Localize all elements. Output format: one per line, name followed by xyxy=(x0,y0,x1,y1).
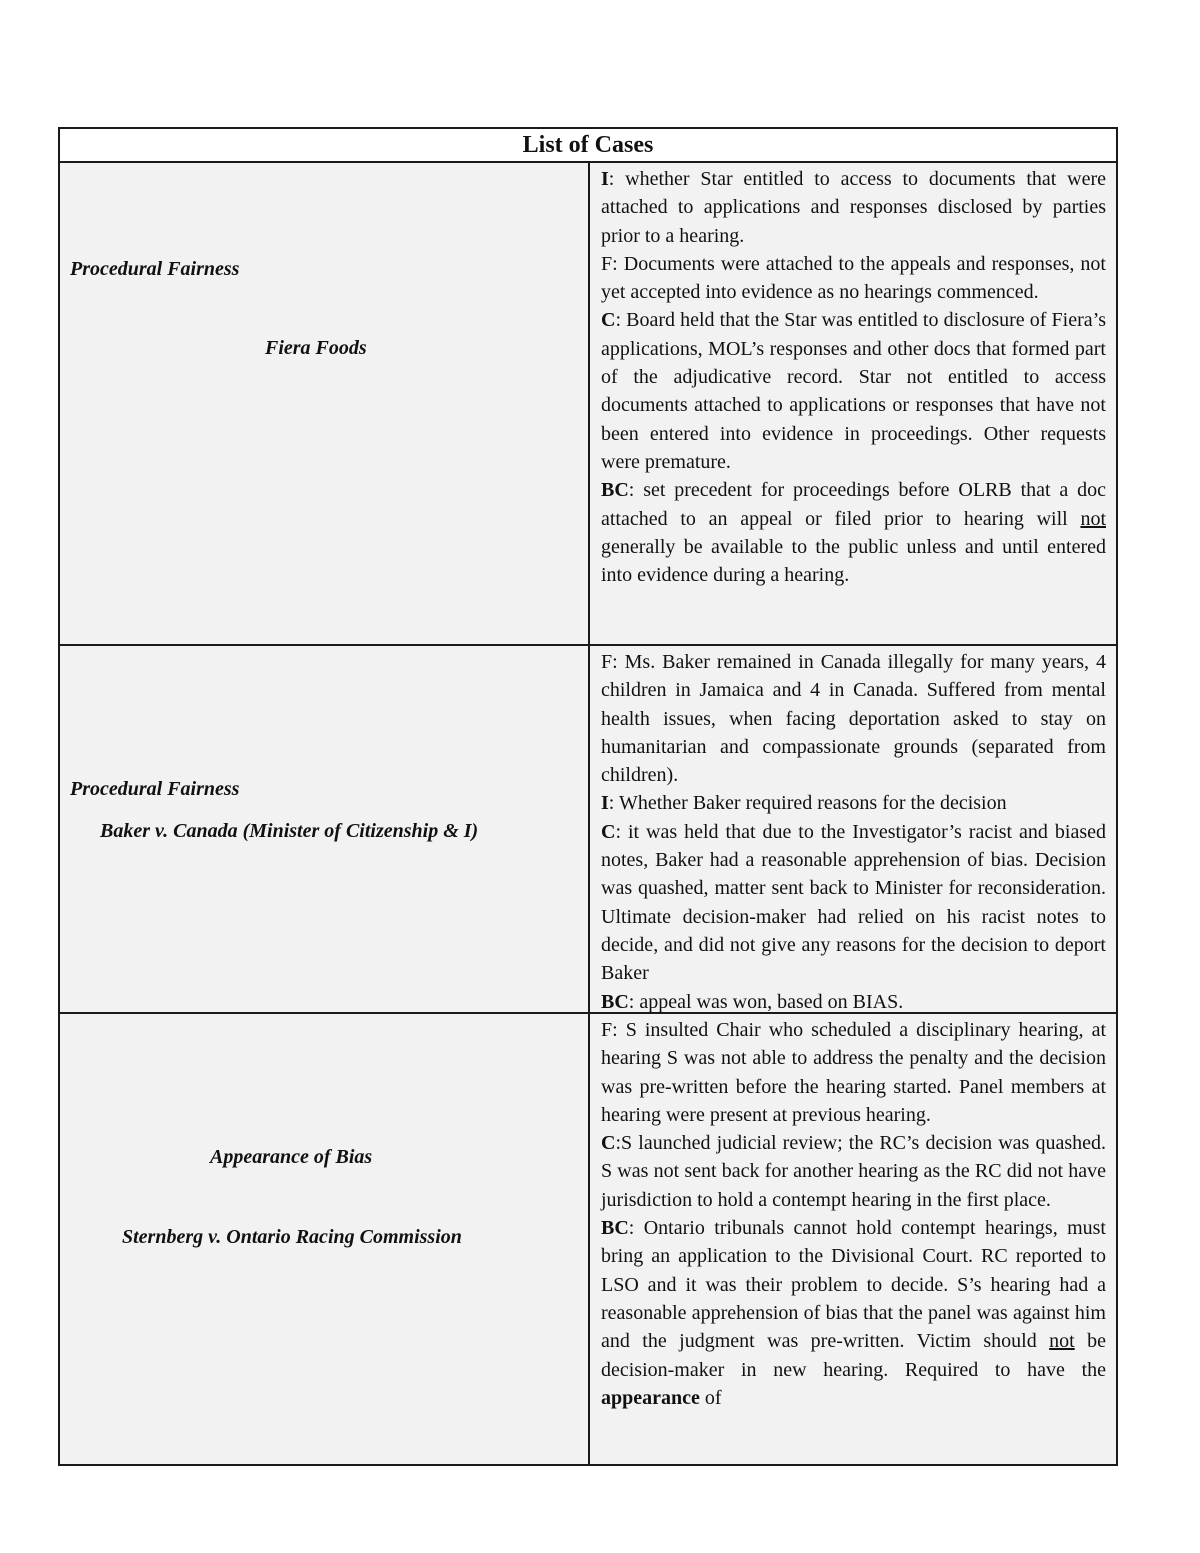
case-name: Baker v. Canada (Minister of Citizenship & I) xyxy=(100,820,479,842)
case-conclusion xyxy=(601,818,1106,988)
case-topic: Procedural Fairness xyxy=(70,778,240,800)
case-summary-cell xyxy=(590,1014,1116,1464)
underlined-word: not xyxy=(1080,507,1106,530)
case-bottom-line xyxy=(601,476,1106,589)
case-bottom-line xyxy=(601,988,1106,1012)
para-label: BC xyxy=(601,479,629,502)
para-text: : whether Star entitled to access to documents that were attached to applications and responses disclosed by parties prior to a hearing. xyxy=(601,168,1106,247)
para-text: : S insulted Chair who scheduled a disciplinary hearing, at hearing S was not able to address the penalty and the decision was pre-written before the hearing started. Panel members at hearing were present at previous hearing. xyxy=(601,1019,1106,1126)
case-row-sternberg xyxy=(60,1014,1116,1464)
case-facts xyxy=(601,648,1106,789)
para-text: : it was held that due to the Investigator’s racist and biased notes, Baker had a reasonable apprehension of bias. Decision was quashed, matter sent back to Minister for reconsideration. Ultimate decision-maker had relied on his racist notes to decide, and did not give any reasons for the decision to deport Baker xyxy=(601,820,1106,985)
case-label-cell xyxy=(60,163,590,644)
case-row-baker-v-canada xyxy=(60,646,1116,1014)
case-label-cell xyxy=(60,1014,590,1464)
case-summary-cell xyxy=(590,646,1116,1012)
para-label: I xyxy=(601,792,609,815)
case-row-fiera-foods xyxy=(60,163,1116,646)
para-label: BC xyxy=(601,1217,629,1240)
para-label: C xyxy=(601,1132,616,1155)
para-label: F xyxy=(601,252,613,275)
para-label: BC xyxy=(601,990,629,1012)
underlined-word: not xyxy=(1049,1330,1075,1353)
para-label: F xyxy=(601,1019,613,1041)
case-topic: Procedural Fairness xyxy=(70,258,240,280)
para-text: : Ms. Baker remained in Canada illegally for many years, 4 children in Jamaica and 4 in Canada. Suffered from mental health issues, when facing deportation asked to stay on humanitarian and compassionate grounds (separated from children). xyxy=(601,651,1106,787)
case-label-cell xyxy=(60,646,590,1012)
para-text: : appeal was won, based on BIAS. xyxy=(628,990,904,1012)
case-bottom-line xyxy=(601,1214,1106,1412)
para-text: :S launched judicial review; the RC’s decision was quashed. S was not sent back for another hearing as the RC did not have jurisdiction to hold a contempt hearing in the first place. xyxy=(601,1132,1106,1211)
para-label: C xyxy=(601,309,616,332)
para-label: F xyxy=(601,651,613,673)
para-text: : Documents were attached to the appeals and responses, not yet accepted into evidence as no hearings commenced. xyxy=(601,252,1106,304)
para-label: C xyxy=(601,820,616,843)
case-conclusion xyxy=(601,1129,1106,1214)
para-text: : Ontario tribunals cannot hold contempt hearings, must bring an application to the Divisional Court. RC reported to LSO and it was their problem to decide. S’s hearing had a reasonable apprehension of bias that the panel was against him and the judgment was pre-written. Victim should xyxy=(601,1217,1106,1353)
para-text: be decision-maker in new hearing. Required to have the xyxy=(601,1330,1106,1381)
case-issue xyxy=(601,165,1106,250)
case-name: Sternberg v. Ontario Racing Commission xyxy=(122,1226,462,1248)
para-text: of xyxy=(699,1386,722,1409)
para-text: generally be available to the public unless and until entered into evidence during a hearing. xyxy=(601,535,1106,587)
cases-table xyxy=(58,127,1118,1466)
table-title: List of Cases xyxy=(60,129,1116,163)
para-label: I xyxy=(601,168,609,190)
case-conclusion xyxy=(601,306,1106,476)
para-text: : Board held that the Star was entitled to disclosure of Fiera’s applications, MOL’s responses and other docs that formed part of the adjudicative record. Star not entitled to access documents attached to applications or responses that have not been entered into evidence in proceedings. Other requests were premature. xyxy=(601,309,1106,473)
case-name: Fiera Foods xyxy=(265,337,367,359)
case-issue xyxy=(601,789,1106,817)
bold-word: appearance xyxy=(601,1386,700,1409)
case-facts xyxy=(601,250,1106,307)
para-text: : set precedent for proceedings before OLRB that a doc attached to an appeal or filed prior to hearing will xyxy=(601,479,1106,530)
case-facts xyxy=(601,1016,1106,1129)
case-summary-cell xyxy=(590,163,1116,644)
case-topic: Appearance of Bias xyxy=(210,1146,373,1168)
para-text: : Whether Baker required reasons for the decision xyxy=(608,792,1007,815)
